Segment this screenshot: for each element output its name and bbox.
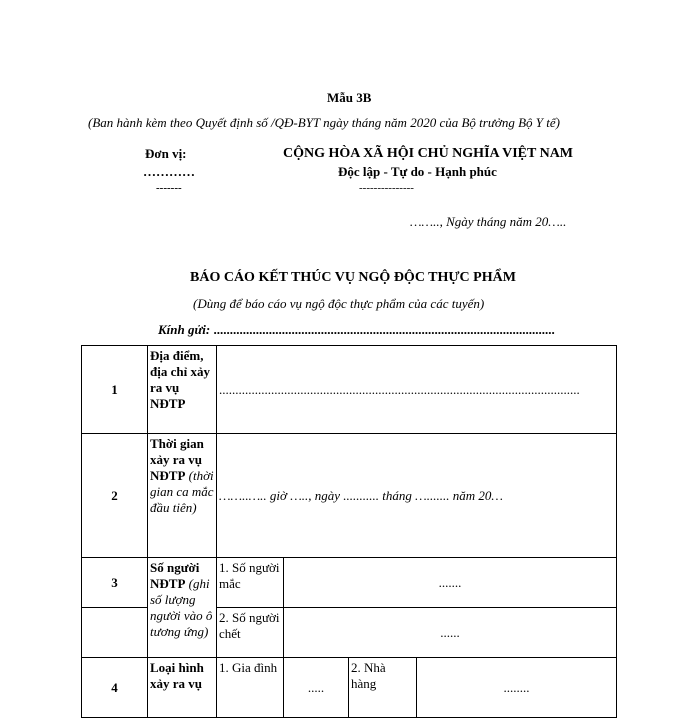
row-number-blank <box>82 608 148 658</box>
location-label: Địa điểm, địa chỉ xảy ra vụ NĐTP <box>148 346 217 434</box>
time-value[interactable]: ……..….. giờ ….., ngày ........... tháng …....... năm 20… <box>217 434 617 558</box>
row-number: 2 <box>82 434 148 558</box>
recipient-line <box>158 322 555 338</box>
time-label-note: (thời gian ca mắc đầu tiên) <box>150 468 214 515</box>
report-form-table <box>81 345 617 718</box>
motto-dash: --------------- <box>359 182 414 194</box>
death-count-value[interactable]: ...... <box>284 608 617 658</box>
nation-title: CỘNG HÒA XÃ HỘI CHỦ NGHĨA VIỆT NAM <box>283 146 574 161</box>
row-number: 4 <box>82 658 148 718</box>
table-row <box>82 658 617 718</box>
unit-dots: ………… <box>143 164 195 179</box>
motto: Độc lập - Tự do - Hạnh phúc <box>338 164 497 179</box>
sick-count-value[interactable]: ....... <box>284 558 617 608</box>
venue-family-value[interactable]: ..... <box>284 658 349 718</box>
time-label-main: Thời gian xảy ra vụ NĐTP <box>150 436 204 483</box>
row-number: 1 <box>82 346 148 434</box>
victims-label-main: Số người NĐTP <box>150 560 200 591</box>
unit-label: Đơn vị: <box>145 146 187 161</box>
date-line: …….., Ngày tháng năm 20….. <box>410 214 567 229</box>
recipient-dots: ......................................................................................................... <box>210 322 555 337</box>
issued-note: (Ban hành kèm theo Quyết định số /QĐ-BYT ngày tháng năm 2020 của Bộ trưởng Bộ Y tế) <box>88 115 560 130</box>
table-row <box>82 346 617 434</box>
unit-dash: ------- <box>156 182 182 194</box>
venue-type-label: Loại hình xảy ra vụ <box>148 658 217 718</box>
form-code: Mẫu 3B <box>327 90 372 105</box>
venue-option-family: 1. Gia đình <box>217 658 284 718</box>
recipient-label: Kính gửi: <box>158 322 211 337</box>
death-count-label: 2. Số người chết <box>217 608 284 658</box>
location-value[interactable]: ............................................................................................................... <box>217 346 617 434</box>
venue-restaurant-value[interactable]: ........ <box>417 658 617 718</box>
victims-label <box>148 558 217 658</box>
time-label <box>148 434 217 558</box>
victims-label-note: (ghi số lượng người vào ô tương ứng) <box>150 576 213 639</box>
table-row <box>82 558 617 608</box>
sick-count-label: 1. Số người mắc <box>217 558 284 608</box>
report-title: BÁO CÁO KẾT THÚC VỤ NGỘ ĐỘC THỰC PHẨM <box>190 270 516 285</box>
report-subtitle: (Dùng để báo cáo vụ ngộ độc thực phẩm của các tuyến) <box>193 296 485 311</box>
table-row <box>82 434 617 558</box>
row-number: 3 <box>82 558 148 608</box>
venue-option-restaurant: 2. Nhà hàng <box>349 658 417 718</box>
